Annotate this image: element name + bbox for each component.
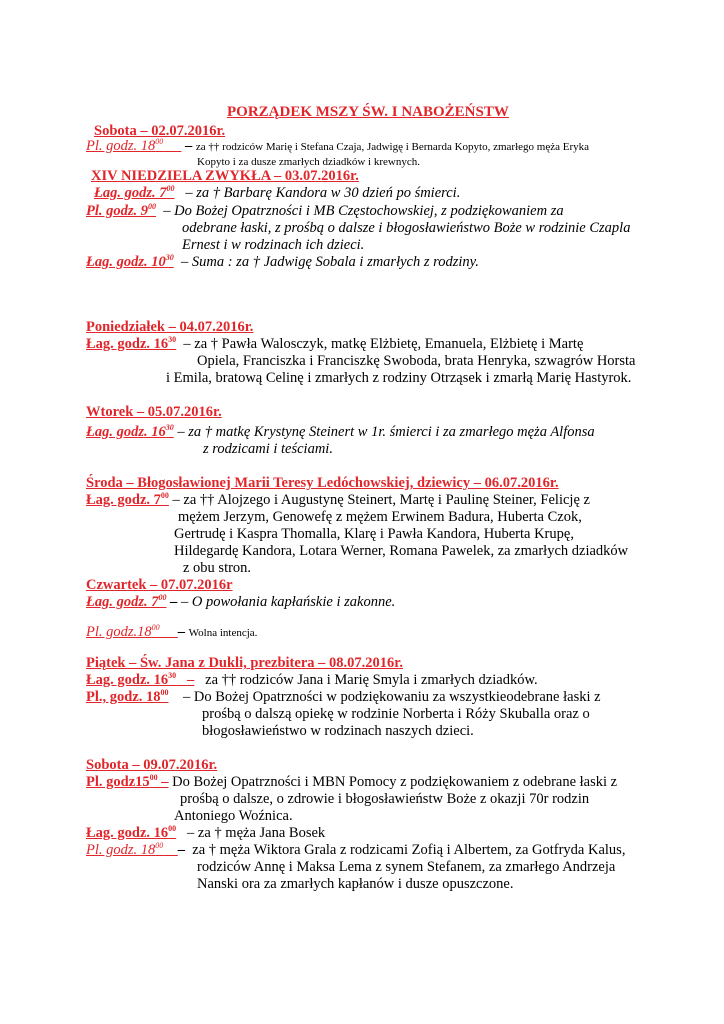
intention-text: – za † męża Jana Bosek [187, 825, 326, 841]
mass-time: Pl., godz. $18^{00}$ [86, 688, 169, 705]
intention-text: – O powołania kapłańskie i zakonne. [181, 594, 396, 610]
mass-entry [86, 774, 617, 791]
intention-text: – Do Bożej Opatrzności w podziękowaniu za wszystkieodebrane łaski z [183, 689, 601, 705]
mass-entry [86, 672, 538, 689]
intention-text: i Emila, bratową Celinę i zmarłych z rodziny Otrząsek i zmarłą Marię Hastyrok. [166, 370, 632, 386]
mass-entry: Pl. godz. $18^{00}$ – za † męża Wiktora Grala z rodzicami Zofią i Albertem, za Gotfryda Kalus, [86, 841, 626, 858]
intention-text: z obu stron. [183, 560, 252, 576]
mass-entry [86, 424, 595, 441]
intention-text: – za † Pawła Walosczyk, matkę Elżbietę, Emanuela, Elżbietę i Martę [183, 336, 584, 352]
day-heading: Wtorek – 05.07.2016r. [86, 404, 222, 420]
intention-text: – Do Bożej Opatrzności i MB Częstochowskiej, z podziękowaniem za [163, 203, 564, 219]
day-heading: Sobota – 09.07.2016r. [86, 757, 218, 773]
mass-entry [86, 203, 564, 220]
mass-time: Pl. godz. $18^{00}$ [86, 137, 164, 154]
mass-time: Pl. godz. $9^{00}$ [86, 202, 157, 219]
mass-time: Łag. godz. $7^{00}$ [94, 184, 175, 201]
intention-text: z rodzicami i teściami. [203, 441, 333, 457]
mass-time: Łag. godz. $16^{30}$ [86, 335, 177, 352]
intention-text: – za † matkę Krystynę Steinert w 1r. śmierci i za zmarłego męża Alfonsa [177, 424, 595, 440]
mass-time: Łag. godz. $16^{00}$ [86, 824, 177, 841]
mass-entry [86, 825, 325, 842]
mass-time: Łag. godz. $7^{00}$ [86, 491, 169, 508]
day-heading: Środa – Błogosławionej Marii Teresy Ledóchowskiej, dziewicy – 06.07.2016r. [86, 475, 559, 491]
intention-text: – za †† Alojzego i Augustynę Steinert, Martę i Paulinę Steiner, Felicję z [172, 492, 590, 508]
mass-entry [94, 185, 460, 202]
intention-text: Antoniego Woźnica. [174, 808, 293, 824]
mass-entry [86, 254, 479, 271]
intention-text: za †† rodziców Jana i Marię Smyla i zmarłych dziadków. [205, 672, 538, 688]
day-heading: Piątek – Św. Jana z Dukli, prezbitera – 08.07.2016r. [86, 655, 403, 671]
intention-text: Opiela, Franciszka i Franciszkę Swoboda, brata Henryka, szwagrów Horsta [197, 353, 636, 369]
day-heading: Sobota – 02.07.2016r. [94, 123, 226, 139]
intention-text: za †† rodziców Marię i Stefana Czaja, Jadwigę i Bernarda Kopyto, zmarłego męża Eryka [195, 141, 589, 153]
day-heading: Poniedziałek – 04.07.2016r. [86, 319, 254, 335]
day-heading: XIV NIEDZIELA ZWYKŁA – 03.07.2016r. [91, 168, 359, 184]
intention-text: rodziców Annę i Maksa Lema z synem Stefanem, za zmarłego Andrzeja [197, 859, 616, 875]
mass-time: Pl. godz. $18^{00}$ [86, 841, 164, 858]
mass-time: Pl. $godz15^{00}$ – [86, 773, 169, 790]
mass-time: Łag. godz. $16^{30}$ – [86, 671, 195, 688]
intention-text: Do Bożej Opatrzności i MBN Pomocy z podziękowaniem z odebrane łaski z [172, 774, 618, 790]
intention-text: Ernest i w rodzinach ich dzieci. [182, 237, 365, 253]
intention-text: Gertrudę i Kaspra Thomalla, Klarę i Pawła Kandora, Huberta Krupę, [174, 526, 574, 542]
mass-entry: Pl. godz. $18^{00}$ – za †† rodziców Marię i Stefana Czaja, Jadwigę i Bernarda Kopyto, zmarłego męża Eryka [86, 137, 589, 154]
page-title: PORZĄDEK MSZY ŚW. I NABOŻEŃSTW [227, 104, 509, 120]
intention-text: prośbą o dalsze, o zdrowie i błogosławieństw Boże z okazji 70r rodzin [180, 791, 590, 807]
intention-text: Hildegardę Kandora, Lotara Werner, Romana Pawelek, za zmarłych dziadków [174, 543, 629, 559]
mass-time: Łag. godz. $7^{00}$ [86, 593, 167, 610]
intention-text: – Suma : za † Jadwigę Sobala i zmarłych z rodziny. [181, 254, 479, 270]
intention-text: za † męża Wiktora Grala z rodzicami Zofią i Albertem, za Gotfryda Kalus, [192, 842, 626, 858]
intention-text: Nanski ora za zmarłych kapłanów i dusze opuszczone. [197, 876, 514, 892]
intention-text: prośbą o dalszą opiekę w rodzinie Norberta i Róży Skuballa oraz o [202, 706, 590, 722]
mass-time: Pl. $godz.18^{00}$ [86, 623, 160, 640]
mass-entry: Łag. godz. $7^{00}$ – – O powołania kapłańskie i zakonne. [86, 593, 396, 610]
intention-text: – za † Barbarę Kandora w 30 dzień po śmierci. [185, 185, 461, 201]
intention-text: odebrane łaski, z prośbą o dalsze i błogosławieństwo Boże w rodzinie Czapla [182, 220, 631, 236]
mass-entry: Pl. $godz.18^{00}$ – Wolna intencja. [86, 623, 258, 640]
day-heading: Czwartek – 07.07.2016r [86, 577, 233, 593]
intention-text: Kopyto i za dusze zmarłych dziadków i krewnych. [197, 156, 420, 168]
mass-time: Łag. godz. $16^{30}$ [86, 423, 174, 440]
mass-entry [86, 492, 590, 509]
mass-time: Łag. godz. $10^{30}$ [86, 253, 174, 270]
intention-text: Wolna intencja. [188, 627, 258, 639]
mass-entry [86, 689, 601, 706]
mass-entry [86, 336, 583, 353]
intention-text: mężem Jerzym, Genowefę z mężem Erwinem Badura, Huberta Czok, [178, 509, 582, 525]
intention-text: błogosławieństwo w rodzinach naszych dzieci. [202, 723, 474, 739]
